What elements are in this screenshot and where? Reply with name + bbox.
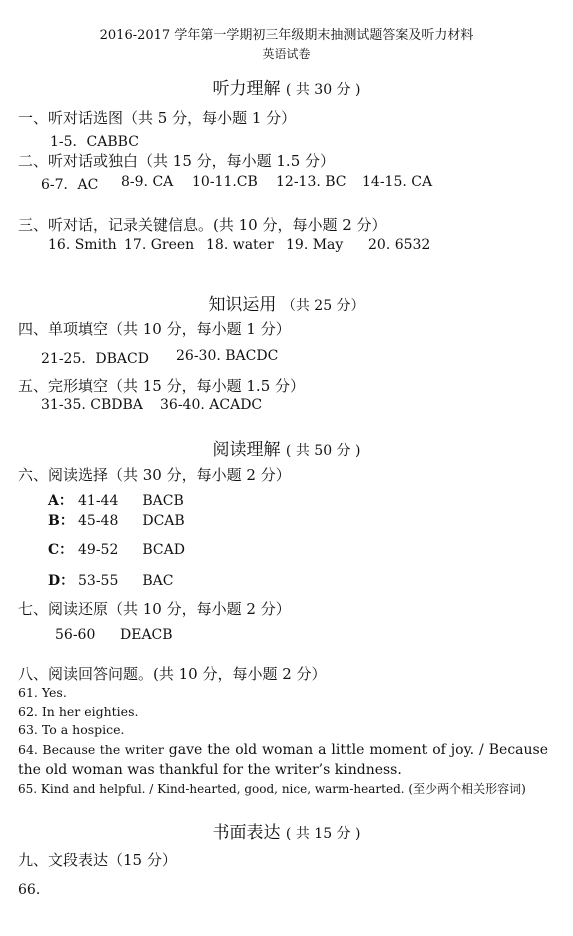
part6-item-range: 49-52	[78, 542, 119, 558]
part3-answer-5: 20. 6532	[368, 237, 431, 253]
part7-range: 56-60	[55, 627, 96, 643]
part4-answer-2: 26-30. BACDC	[176, 348, 279, 364]
section-writing-title	[0, 818, 573, 843]
section-knowledge-points: （共 25 分）	[281, 298, 365, 314]
part6-heading: 六、阅读选择（共 30 分，每小题 2 分）	[18, 466, 291, 484]
part6-item-label: B：	[48, 513, 74, 529]
part6-item-answer: BCAD	[142, 542, 185, 558]
answer-62: 62. In her eighties.	[18, 704, 139, 719]
part9-heading: 九、文段表达（15 分）	[18, 851, 177, 869]
part6-item-d	[48, 570, 173, 590]
part6-item-answer: DCAB	[142, 513, 185, 529]
part6-item-c	[48, 539, 185, 559]
part6-item-range: 53-55	[78, 573, 119, 589]
section-knowledge-name: 知识运用	[208, 295, 277, 315]
section-listening-points: ( 共 30 分 )	[285, 82, 361, 98]
part2-answer-3: 10-11.CB	[192, 174, 258, 190]
answer-61: 61. Yes.	[18, 685, 67, 700]
part6-item-label: C：	[48, 542, 74, 558]
part6-item-range: 45-48	[78, 513, 119, 529]
part2-heading: 二、听对话或独白（共 15 分，每小题 1.5 分）	[18, 152, 336, 170]
part5-heading: 五、完形填空（共 15 分，每小题 1.5 分）	[18, 377, 306, 395]
part6-item-range: 41-44	[78, 493, 119, 509]
section-writing-points: ( 共 15 分 )	[285, 826, 361, 842]
document-title: 2016-2017 学年第一学期初三年级期末抽测试题答案及听力材料	[99, 28, 474, 43]
section-listening-name: 听力理解	[212, 79, 281, 99]
part7-answer: DEACB	[120, 627, 173, 643]
part2-answer-2: 8-9. CA	[121, 174, 174, 190]
part2-answer-5: 14-15. CA	[362, 174, 433, 190]
part6-item-a	[48, 490, 184, 510]
section-listening-title	[0, 74, 573, 99]
answer-65: 65. Kind and helpful. / Kind-hearted, good, nice, warm-hearted. (至少两个相关形容词)	[18, 782, 526, 796]
part3-answer-4: 19. May	[286, 237, 344, 253]
section-reading-points: ( 共 50 分 )	[285, 443, 361, 459]
section-knowledge-title	[0, 290, 573, 315]
answer-63: 63. To a hospice.	[18, 722, 125, 737]
answer-64	[18, 740, 548, 780]
part3-answer-3: 18. water	[206, 237, 274, 253]
part3-answer-1: 16. Smith	[48, 237, 117, 253]
part4-answer-1: 21-25．DBACD	[41, 351, 149, 367]
part6-item-b	[48, 510, 185, 530]
part3-answer-2: 17. Green	[124, 237, 195, 253]
part5-answer-2: 36-40. ACADC	[160, 397, 263, 413]
part7-heading: 七、阅读还原（共 10 分，每小题 2 分）	[18, 600, 291, 618]
part8-heading: 八、阅读回答问题。(共 10 分，每小题 2 分）	[18, 665, 327, 683]
part4-heading: 四、单项填空（共 10 分，每小题 1 分）	[18, 320, 291, 338]
part5-answer-1: 31-35. CBDBA	[41, 397, 143, 413]
answer-64-rest: gave the old woman a little moment of joy. / Because the old woman was thankful for the writer’s kindness.	[18, 742, 548, 778]
part6-item-label: D：	[48, 573, 75, 589]
answer-64-lead: 64. Because the writer	[18, 742, 164, 757]
part6-item-label: A：	[48, 493, 73, 509]
section-reading-title	[0, 435, 573, 460]
part1-heading: 一、听对话选图（共 5 分，每小题 1 分）	[18, 109, 297, 127]
part1-answers: 1-5．CABBC	[50, 134, 139, 150]
document-subtitle: 英语试卷	[262, 47, 311, 61]
part3-heading: 三、听对话，记录关键信息。(共 10 分，每小题 2 分）	[18, 216, 387, 234]
section-reading-name: 阅读理解	[212, 440, 281, 460]
part2-answer-1: 6-7．AC	[41, 177, 99, 193]
part6-item-answer: BAC	[142, 573, 174, 589]
part6-item-answer: BACB	[142, 493, 184, 509]
item-66: 66.	[18, 882, 41, 898]
section-writing-name: 书面表达	[212, 823, 281, 843]
part2-answer-4: 12-13. BC	[276, 174, 347, 190]
